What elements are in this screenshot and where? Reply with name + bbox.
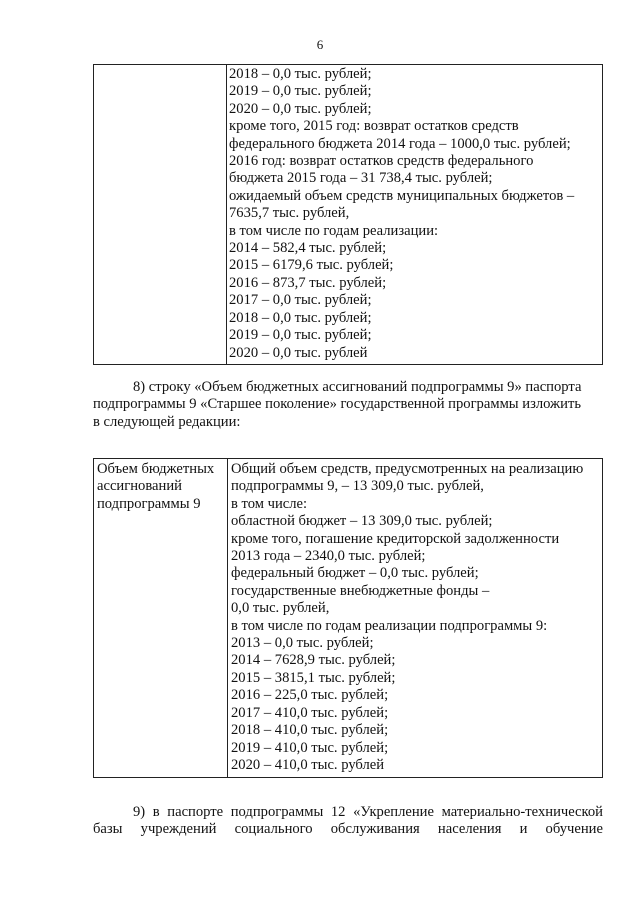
table-line: 2020 – 410,0 тыс. рублей [231, 756, 385, 773]
table-line: областной бюджет – 13 309,0 тыс. рублей; [231, 513, 493, 530]
table-line: 0,0 тыс. рублей, [231, 600, 330, 617]
table-line: 2015 – 6179,6 тыс. рублей; [229, 257, 394, 274]
table-line: 2015 – 3815,1 тыс. рублей; [231, 669, 396, 686]
paragraph-8 [93, 379, 603, 431]
table-line: 2018 – 0,0 тыс. рублей; [229, 309, 372, 326]
table-label-line: подпрограммы 9 [97, 495, 201, 512]
page-number: 6 [316, 37, 324, 52]
table-label-line: Объем бюджетных [97, 461, 215, 477]
paragraph-word: обучение [545, 821, 603, 838]
paragraph-line: 9) в паспорте подпрограммы 12 «Укрепление материально-технической [133, 804, 603, 820]
table-label-line: ассигнований [97, 478, 182, 495]
paragraph-word: базы [93, 821, 123, 838]
table-line: кроме того, 2015 год: возврат остатков средств [229, 118, 519, 135]
table-line: 2019 – 0,0 тыс. рублей; [229, 327, 372, 344]
table-line: 2018 – 410,0 тыс. рублей; [231, 722, 389, 739]
table-row [94, 65, 603, 365]
paragraph-word: учреждений [140, 821, 217, 838]
table-line: Общий объем средств, предусмотренных на реализацию [231, 461, 584, 477]
table-line: 2016 год: возврат остатков средств федерального [229, 153, 534, 170]
table-line: 7635,7 тыс. рублей, [229, 205, 350, 222]
table-row [94, 459, 603, 778]
table-line: 2019 – 0,0 тыс. рублей; [229, 83, 372, 100]
table-line: в том числе по годам реализации: [229, 222, 439, 239]
table-line: бюджета 2015 года – 31 738,4 тыс. рублей; [229, 170, 493, 187]
table-line: 2019 – 410,0 тыс. рублей; [231, 739, 389, 756]
paragraph-9 [93, 804, 603, 839]
table-line: в том числе по годам реализации подпрограммы 9: [231, 617, 548, 634]
table-line: ожидаемый объем средств муниципальных бюджетов – [229, 187, 575, 204]
table-line: 2020 – 0,0 тыс. рублей; [229, 100, 372, 117]
table-line: 2014 – 582,4 тыс. рублей; [229, 240, 387, 257]
paragraph-line-justified [93, 821, 603, 838]
table-line: федеральный бюджет – 0,0 тыс. рублей; [231, 565, 479, 582]
table-label-cell [94, 65, 227, 365]
table-line: в том числе: [231, 495, 308, 512]
table-line: 2016 – 225,0 тыс. рублей; [231, 687, 389, 704]
table-line: 2018 – 0,0 тыс. рублей; [229, 66, 372, 82]
paragraph-word: и [519, 821, 528, 838]
table-line: кроме того, погашение кредиторской задолженности [231, 530, 560, 547]
paragraph-word: обслуживания [330, 821, 420, 838]
passport-table-continuation [93, 64, 603, 365]
table-line: 2013 – 0,0 тыс. рублей; [231, 635, 374, 652]
table-line: 2020 – 0,0 тыс. рублей [229, 344, 368, 361]
paragraph-word: социального [234, 821, 313, 838]
table-value-cell [228, 459, 603, 778]
paragraph-word: населения [437, 821, 502, 838]
paragraph-line: подпрограммы 9 «Старшее поколение» государственной программы изложить [93, 396, 581, 413]
table-line: 2014 – 7628,9 тыс. рублей; [231, 652, 396, 669]
paragraph-line: 8) строку «Объем бюджетных ассигнований подпрограммы 9» паспорта [133, 379, 582, 395]
table-value-cell [227, 65, 603, 365]
table-line: 2017 – 0,0 тыс. рублей; [229, 292, 372, 309]
table-line: подпрограммы 9, – 13 309,0 тыс. рублей, [231, 478, 484, 495]
passport-table-budget [93, 458, 603, 778]
table-line: 2016 – 873,7 тыс. рублей; [229, 274, 387, 291]
table-line: 2017 – 410,0 тыс. рублей; [231, 704, 389, 721]
table-line: федерального бюджета 2014 года – 1000,0 тыс. рублей; [229, 135, 571, 152]
paragraph-line: в следующей редакции: [93, 413, 241, 430]
table-line: 2013 года – 2340,0 тыс. рублей; [231, 548, 426, 565]
table-line: государственные внебюджетные фонды – [231, 582, 490, 599]
table-label-cell [94, 459, 228, 778]
